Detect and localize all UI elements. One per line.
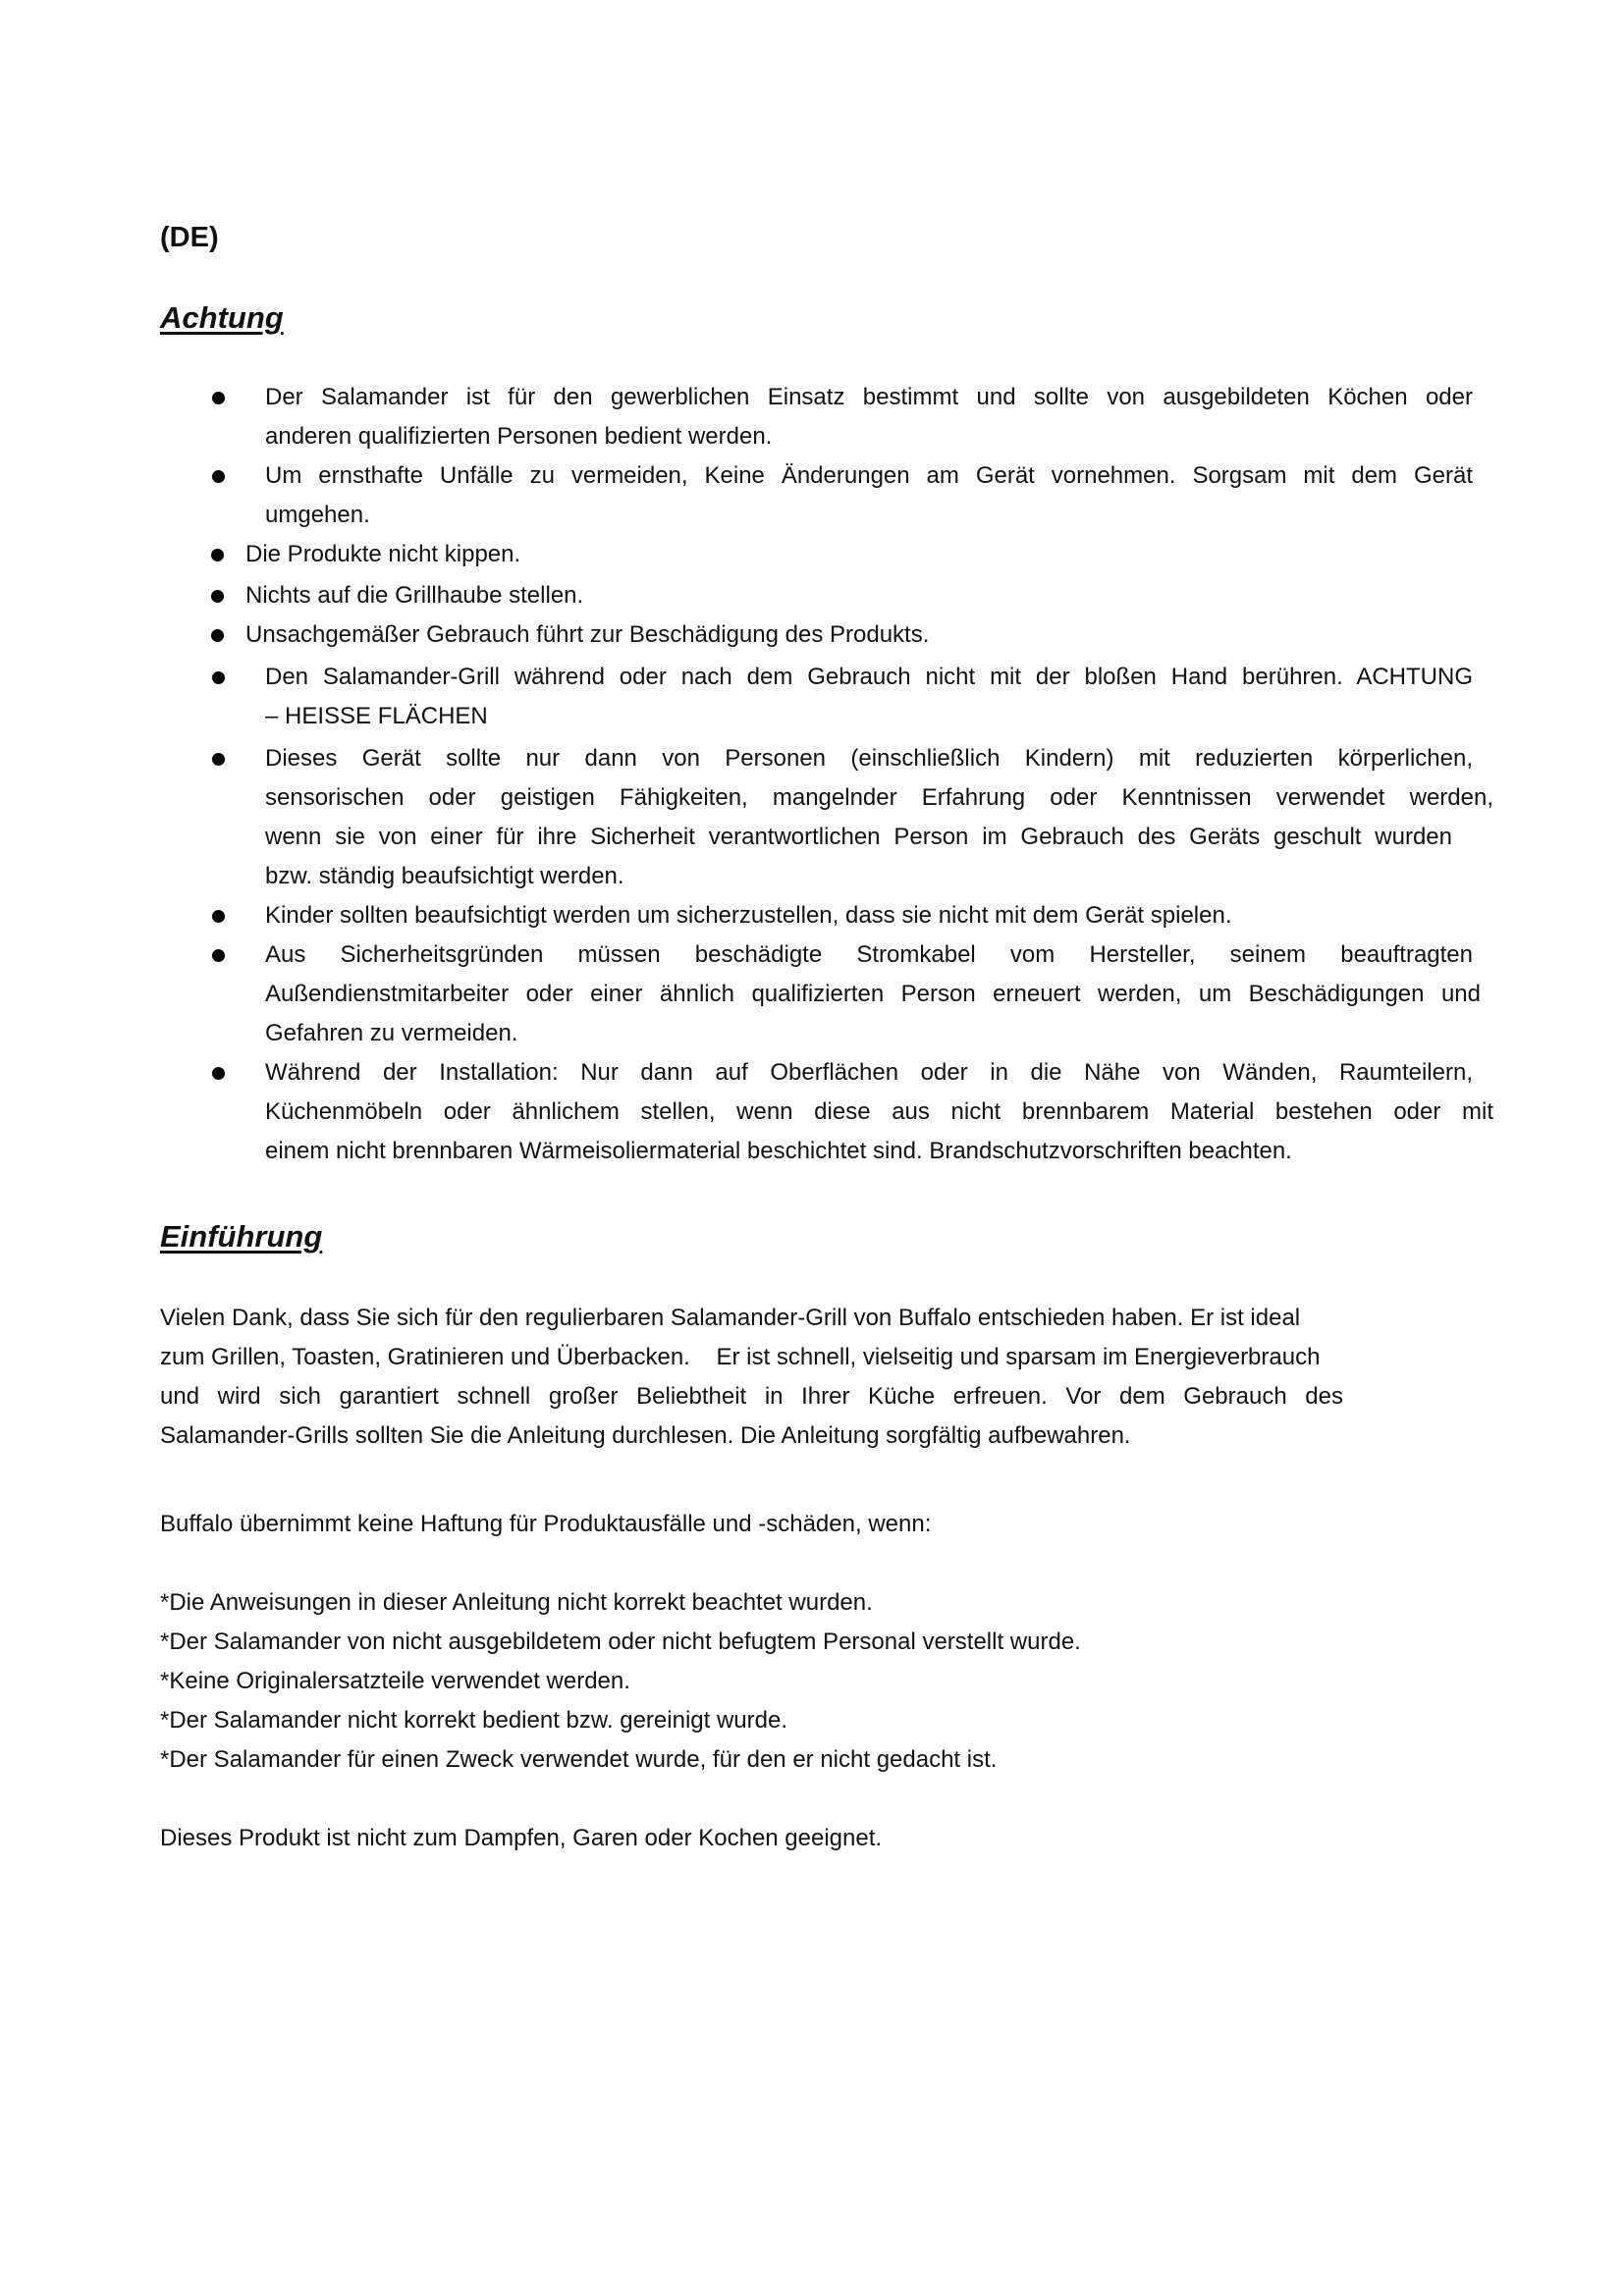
warning-item <box>209 1053 1493 1171</box>
warning-item-line: Gefahren zu vermeiden. <box>265 1020 518 1046</box>
warning-item-line: Während der Installation: Nur dann auf Oberflächen oder in die Nähe von Wänden, Raumteilern, <box>265 1059 1473 1086</box>
warning-item-line: – HEISSE FLÄCHEN <box>265 703 488 729</box>
warning-item-line: Der Salamander ist für den gewerblichen Einsatz bestimmt und sollte von ausgebildeten Köchen oder <box>265 384 1473 410</box>
warning-item-line: umgehen. <box>265 502 370 528</box>
language-code: (DE) <box>160 222 219 253</box>
warning-item <box>209 535 1473 574</box>
bullet-icon <box>211 590 224 603</box>
introduction-paragraph <box>160 1299 1422 1456</box>
warning-item-line: Die Produkte nicht kippen. <box>245 541 521 567</box>
warning-item-line: Aus Sicherheitsgründen müssen beschädigte Stromkabel vom Hersteller, seinem beauftragten <box>265 941 1473 968</box>
liability-item: *Die Anweisungen in dieser Anleitung nicht korrekt beachtet wurden. <box>160 1589 873 1616</box>
liability-item: *Der Salamander nicht korrekt bedient bzw. gereinigt wurde. <box>160 1707 787 1734</box>
warning-item <box>209 896 1473 935</box>
introduction-line: Salamander-Grills sollten Sie die Anleitung durchlesen. Die Anleitung sorgfältig aufbewahren. <box>160 1422 1131 1449</box>
bullet-icon <box>212 910 225 923</box>
liability-list <box>160 1583 1081 1780</box>
warning-item <box>209 456 1473 535</box>
warning-item-line: Unsachgemäßer Gebrauch führt zur Beschädigung des Produkts. <box>245 621 930 648</box>
warning-item-line: einem nicht brennbaren Wärmeisoliermaterial beschichtet sind. Brandschutzvorschriften beachten. <box>265 1138 1292 1164</box>
bullet-icon <box>212 753 225 766</box>
warning-item-line: Außendienstmitarbeiter oder einer ähnlich qualifizierten Person erneuert werden, um Beschädigungen und <box>265 981 1481 1007</box>
warning-item <box>209 935 1481 1053</box>
liability-intro: Buffalo übernimmt keine Haftung für Produktausfälle und -schäden, wenn: <box>160 1511 932 1537</box>
liability-item: *Der Salamander von nicht ausgebildetem oder nicht befugtem Personal verstellt wurde. <box>160 1629 1081 1655</box>
warning-item <box>209 576 1473 615</box>
introduction-line: Vielen Dank, dass Sie sich für den regulierbaren Salamander-Grill von Buffalo entschieden haben. Er ist ideal <box>160 1305 1301 1331</box>
warning-item-line: anderen qualifizierten Personen bedient werden. <box>265 423 773 450</box>
warning-item-line: Um ernsthafte Unfälle zu vermeiden, Keine Änderungen am Gerät vornehmen. Sorgsam mit dem Gerät <box>265 462 1473 489</box>
warning-item-line: bzw. ständig beaufsichtigt werden. <box>265 863 624 889</box>
warning-item <box>209 378 1473 456</box>
warning-heading: Achtung <box>160 300 284 335</box>
introduction-line: und wird sich garantiert schnell großer Beliebtheit in Ihrer Küche erfreuen. Vor dem Gebrauch des <box>160 1383 1343 1410</box>
bullet-icon <box>211 549 224 561</box>
warning-item-line: Nichts auf die Grillhaube stellen. <box>245 582 584 609</box>
warning-item-line: Den Salamander-Grill während oder nach dem Gebrauch nicht mit der bloßen Hand berühren. ACHTUNG <box>265 664 1473 690</box>
bullet-icon <box>212 470 225 483</box>
introduction-line: zum Grillen, Toasten, Gratinieren und Überbacken. Er ist schnell, vielseitig und sparsam im Energieverbrauch <box>160 1344 1321 1370</box>
warning-item-line: sensorischen oder geistigen Fähigkeiten, mangelnder Erfahrung oder Kenntnissen verwendet werden, <box>265 784 1493 811</box>
bullet-icon <box>212 392 225 404</box>
liability-item: *Der Salamander für einen Zweck verwendet wurde, für den er nicht gedacht ist. <box>160 1746 998 1773</box>
warning-item-line: Dieses Gerät sollte nur dann von Personen (einschließlich Kindern) mit reduzierten körperlichen, <box>265 745 1473 772</box>
closing-note: Dieses Produkt ist nicht zum Dampfen, Garen oder Kochen geeignet. <box>160 1825 883 1851</box>
introduction-heading: Einführung <box>160 1219 323 1254</box>
warning-item <box>209 615 1473 655</box>
warning-item <box>209 658 1473 736</box>
bullet-icon <box>212 671 225 684</box>
bullet-icon <box>212 949 225 962</box>
liability-item: *Keine Originalersatzteile verwendet werden. <box>160 1668 630 1694</box>
bullet-icon <box>212 1067 225 1080</box>
warning-item-line: wenn sie von einer für ihre Sicherheit verantwortlichen Person im Gebrauch des Geräts geschult wurden <box>265 824 1452 850</box>
warning-item-line: Kinder sollten beaufsichtigt werden um sicherzustellen, dass sie nicht mit dem Gerät spielen. <box>265 902 1232 929</box>
warning-item <box>209 739 1493 896</box>
bullet-icon <box>211 629 224 642</box>
warning-item-line: Küchenmöbeln oder ähnlichem stellen, wenn diese aus nicht brennbarem Material bestehen oder mit <box>265 1098 1493 1125</box>
